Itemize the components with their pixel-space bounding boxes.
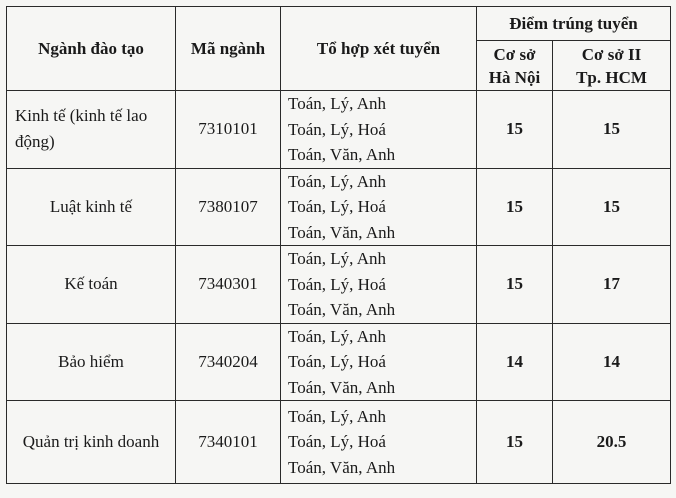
combo-item: Toán, Lý, Hoá (288, 432, 386, 452)
score-hanoi: 14 (477, 323, 553, 401)
major-name: Luật kinh tế (7, 168, 176, 246)
combo-item: Toán, Lý, Hoá (288, 352, 386, 371)
major-name: Bảo hiểm (7, 323, 176, 401)
combo-item: Toán, Văn, Anh (288, 300, 396, 319)
score-hanoi: 15 (477, 246, 553, 324)
table-row (7, 401, 671, 484)
major-code: 7340101 (176, 401, 281, 484)
major-name: Kế toán (7, 246, 176, 324)
combo-item: Toán, Văn, Anh (288, 145, 396, 164)
header-major: Ngành đào tạo (7, 7, 176, 91)
combo-item: Toán, Lý, Anh (288, 171, 386, 191)
score-hanoi: 15 (477, 91, 553, 169)
header-score-group: Điểm trúng tuyển (477, 7, 671, 41)
table-row (7, 168, 671, 246)
combo-item: Toán, Lý, Hoá (288, 119, 386, 139)
major-code: 7340204 (176, 323, 281, 401)
header-campus-hanoi-line1: Cơ sở (493, 44, 536, 64)
combo-list (281, 323, 477, 401)
combo-item: Toán, Văn, Anh (288, 457, 396, 477)
header-campus-hanoi-line2: Hà Nội (488, 67, 541, 87)
combo-item: Toán, Lý, Hoá (288, 274, 386, 294)
score-hcm: 15 (553, 168, 671, 246)
major-name: Kinh tế (kinh tế lao động) (7, 91, 176, 169)
table-row (7, 91, 671, 169)
score-hcm: 14 (553, 323, 671, 401)
table-row (7, 323, 671, 401)
major-code: 7340301 (176, 246, 281, 324)
combo-list (281, 91, 477, 169)
combo-list (281, 401, 477, 484)
header-campus-hanoi (477, 41, 553, 91)
header-campus-hcm (553, 41, 671, 91)
combo-list (281, 246, 477, 324)
combo-item: Toán, Văn, Anh (288, 377, 396, 397)
combo-item: Toán, Lý, Anh (288, 94, 386, 113)
major-name: Quản trị kinh doanh (7, 401, 176, 484)
header-campus-hcm-line1: Cơ sở II (581, 44, 642, 64)
score-hanoi: 15 (477, 168, 553, 246)
combo-item: Toán, Lý, Anh (288, 326, 386, 346)
combo-item: Toán, Lý, Anh (288, 406, 386, 426)
header-campus-hcm-line2: Tp. HCM (576, 67, 647, 87)
combo-item: Toán, Lý, Anh (288, 249, 386, 268)
header-code: Mã ngành (176, 7, 281, 91)
score-hcm: 15 (553, 91, 671, 169)
admission-score-table (6, 6, 671, 484)
header-combo: Tổ hợp xét tuyển (281, 7, 477, 91)
combo-item: Toán, Lý, Hoá (288, 197, 386, 216)
score-hanoi: 15 (477, 401, 553, 484)
major-code: 7310101 (176, 91, 281, 169)
table-row (7, 246, 671, 324)
score-hcm: 17 (553, 246, 671, 324)
major-code: 7380107 (176, 168, 281, 246)
admission-score-table-container (6, 6, 671, 484)
score-hcm: 20.5 (553, 401, 671, 484)
combo-item: Toán, Văn, Anh (288, 222, 396, 242)
combo-list (281, 168, 477, 246)
